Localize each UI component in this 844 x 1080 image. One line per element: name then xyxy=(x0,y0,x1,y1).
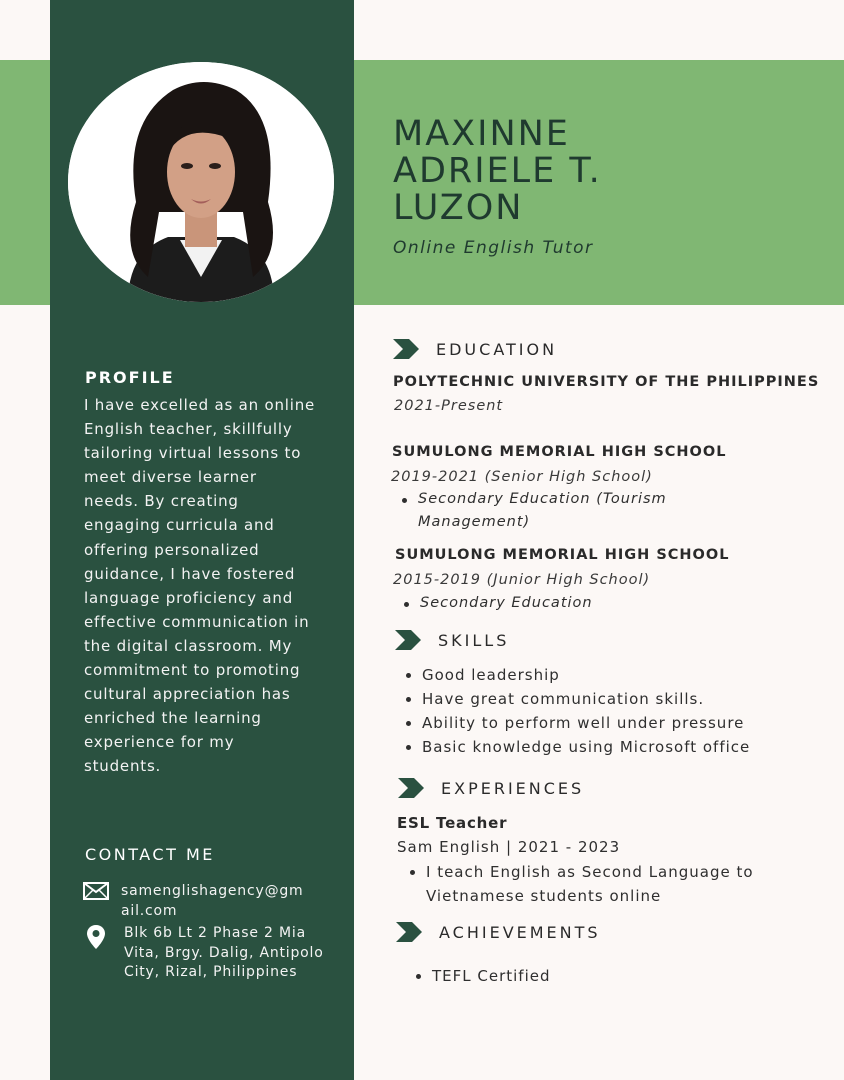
school-dates: 2015-2019 (Junior High School) xyxy=(393,572,651,588)
list-item: Basic knowledge using Microsoft office xyxy=(398,735,828,759)
section-label: EDUCATION xyxy=(436,339,558,359)
job-title: ESL Teacher xyxy=(397,814,508,832)
name-line: MAXINNE xyxy=(393,114,570,154)
skills-heading xyxy=(395,630,509,650)
list-item: Ability to perform well under pressure xyxy=(398,711,828,735)
experiences-heading xyxy=(398,778,584,798)
school-details xyxy=(396,592,716,615)
achievements-list xyxy=(408,964,708,988)
list-item: Secondary Education xyxy=(396,592,716,615)
school-dates: 2021-Present xyxy=(394,398,504,414)
chevron-right-icon xyxy=(396,922,422,942)
list-item: Have great communication skills. xyxy=(398,687,828,711)
chevron-right-icon xyxy=(398,778,424,798)
list-item: Good leadership xyxy=(398,663,828,687)
name-line: ADRIELE T. xyxy=(393,151,602,191)
contact-email[interactable]: samenglishagency@gmail.com xyxy=(121,883,304,919)
school-details xyxy=(394,488,704,533)
skills-list xyxy=(398,663,828,759)
achievements-heading xyxy=(396,922,601,942)
list-item: Secondary Education (Tourism Management) xyxy=(394,488,704,533)
candidate-name xyxy=(393,116,602,227)
list-item: I teach English as Second Language to Vietnamese students online xyxy=(402,860,762,908)
education-heading xyxy=(393,339,557,359)
section-label: EXPERIENCES xyxy=(441,778,585,798)
section-label: ACHIEVEMENTS xyxy=(439,922,601,942)
contact-address: Blk 6b Lt 2 Phase 2 Mia Vita, Brgy. Dalig, Antipolo City, Rizal, Philippines xyxy=(124,925,324,980)
school-name: POLYTECHNIC UNIVERSITY OF THE PHILIPPINES xyxy=(393,374,820,390)
profile-photo xyxy=(68,62,334,302)
profile-text: I have excelled as an online English teacher, skillfully tailoring virtual lessons to meet diverse learner needs. By creating engaging curricula and offering personalized guidance, I have fostered language proficiency and effective communication in the digital classroom. My commitment to promoting cultural appreciation has enriched the learning experience for my students. xyxy=(84,396,316,776)
job-meta: Sam English | 2021 - 2023 xyxy=(397,838,621,856)
section-label: SKILLS xyxy=(438,630,510,650)
school-name: SUMULONG MEMORIAL HIGH SCHOOL xyxy=(395,547,730,563)
profile-heading: PROFILE xyxy=(85,368,175,387)
name-line: LUZON xyxy=(393,188,524,228)
map-pin-icon xyxy=(86,924,106,957)
chevron-right-icon xyxy=(395,630,421,650)
school-dates: 2019-2021 (Senior High School) xyxy=(391,469,653,485)
school-name: SUMULONG MEMORIAL HIGH SCHOOL xyxy=(392,444,727,460)
contact-heading: CONTACT ME xyxy=(85,845,215,864)
job-role: Online English Tutor xyxy=(393,238,594,258)
experience-list xyxy=(402,860,762,908)
list-item: TEFL Certified xyxy=(408,964,708,988)
envelope-icon xyxy=(83,882,109,907)
chevron-right-icon xyxy=(393,339,419,359)
